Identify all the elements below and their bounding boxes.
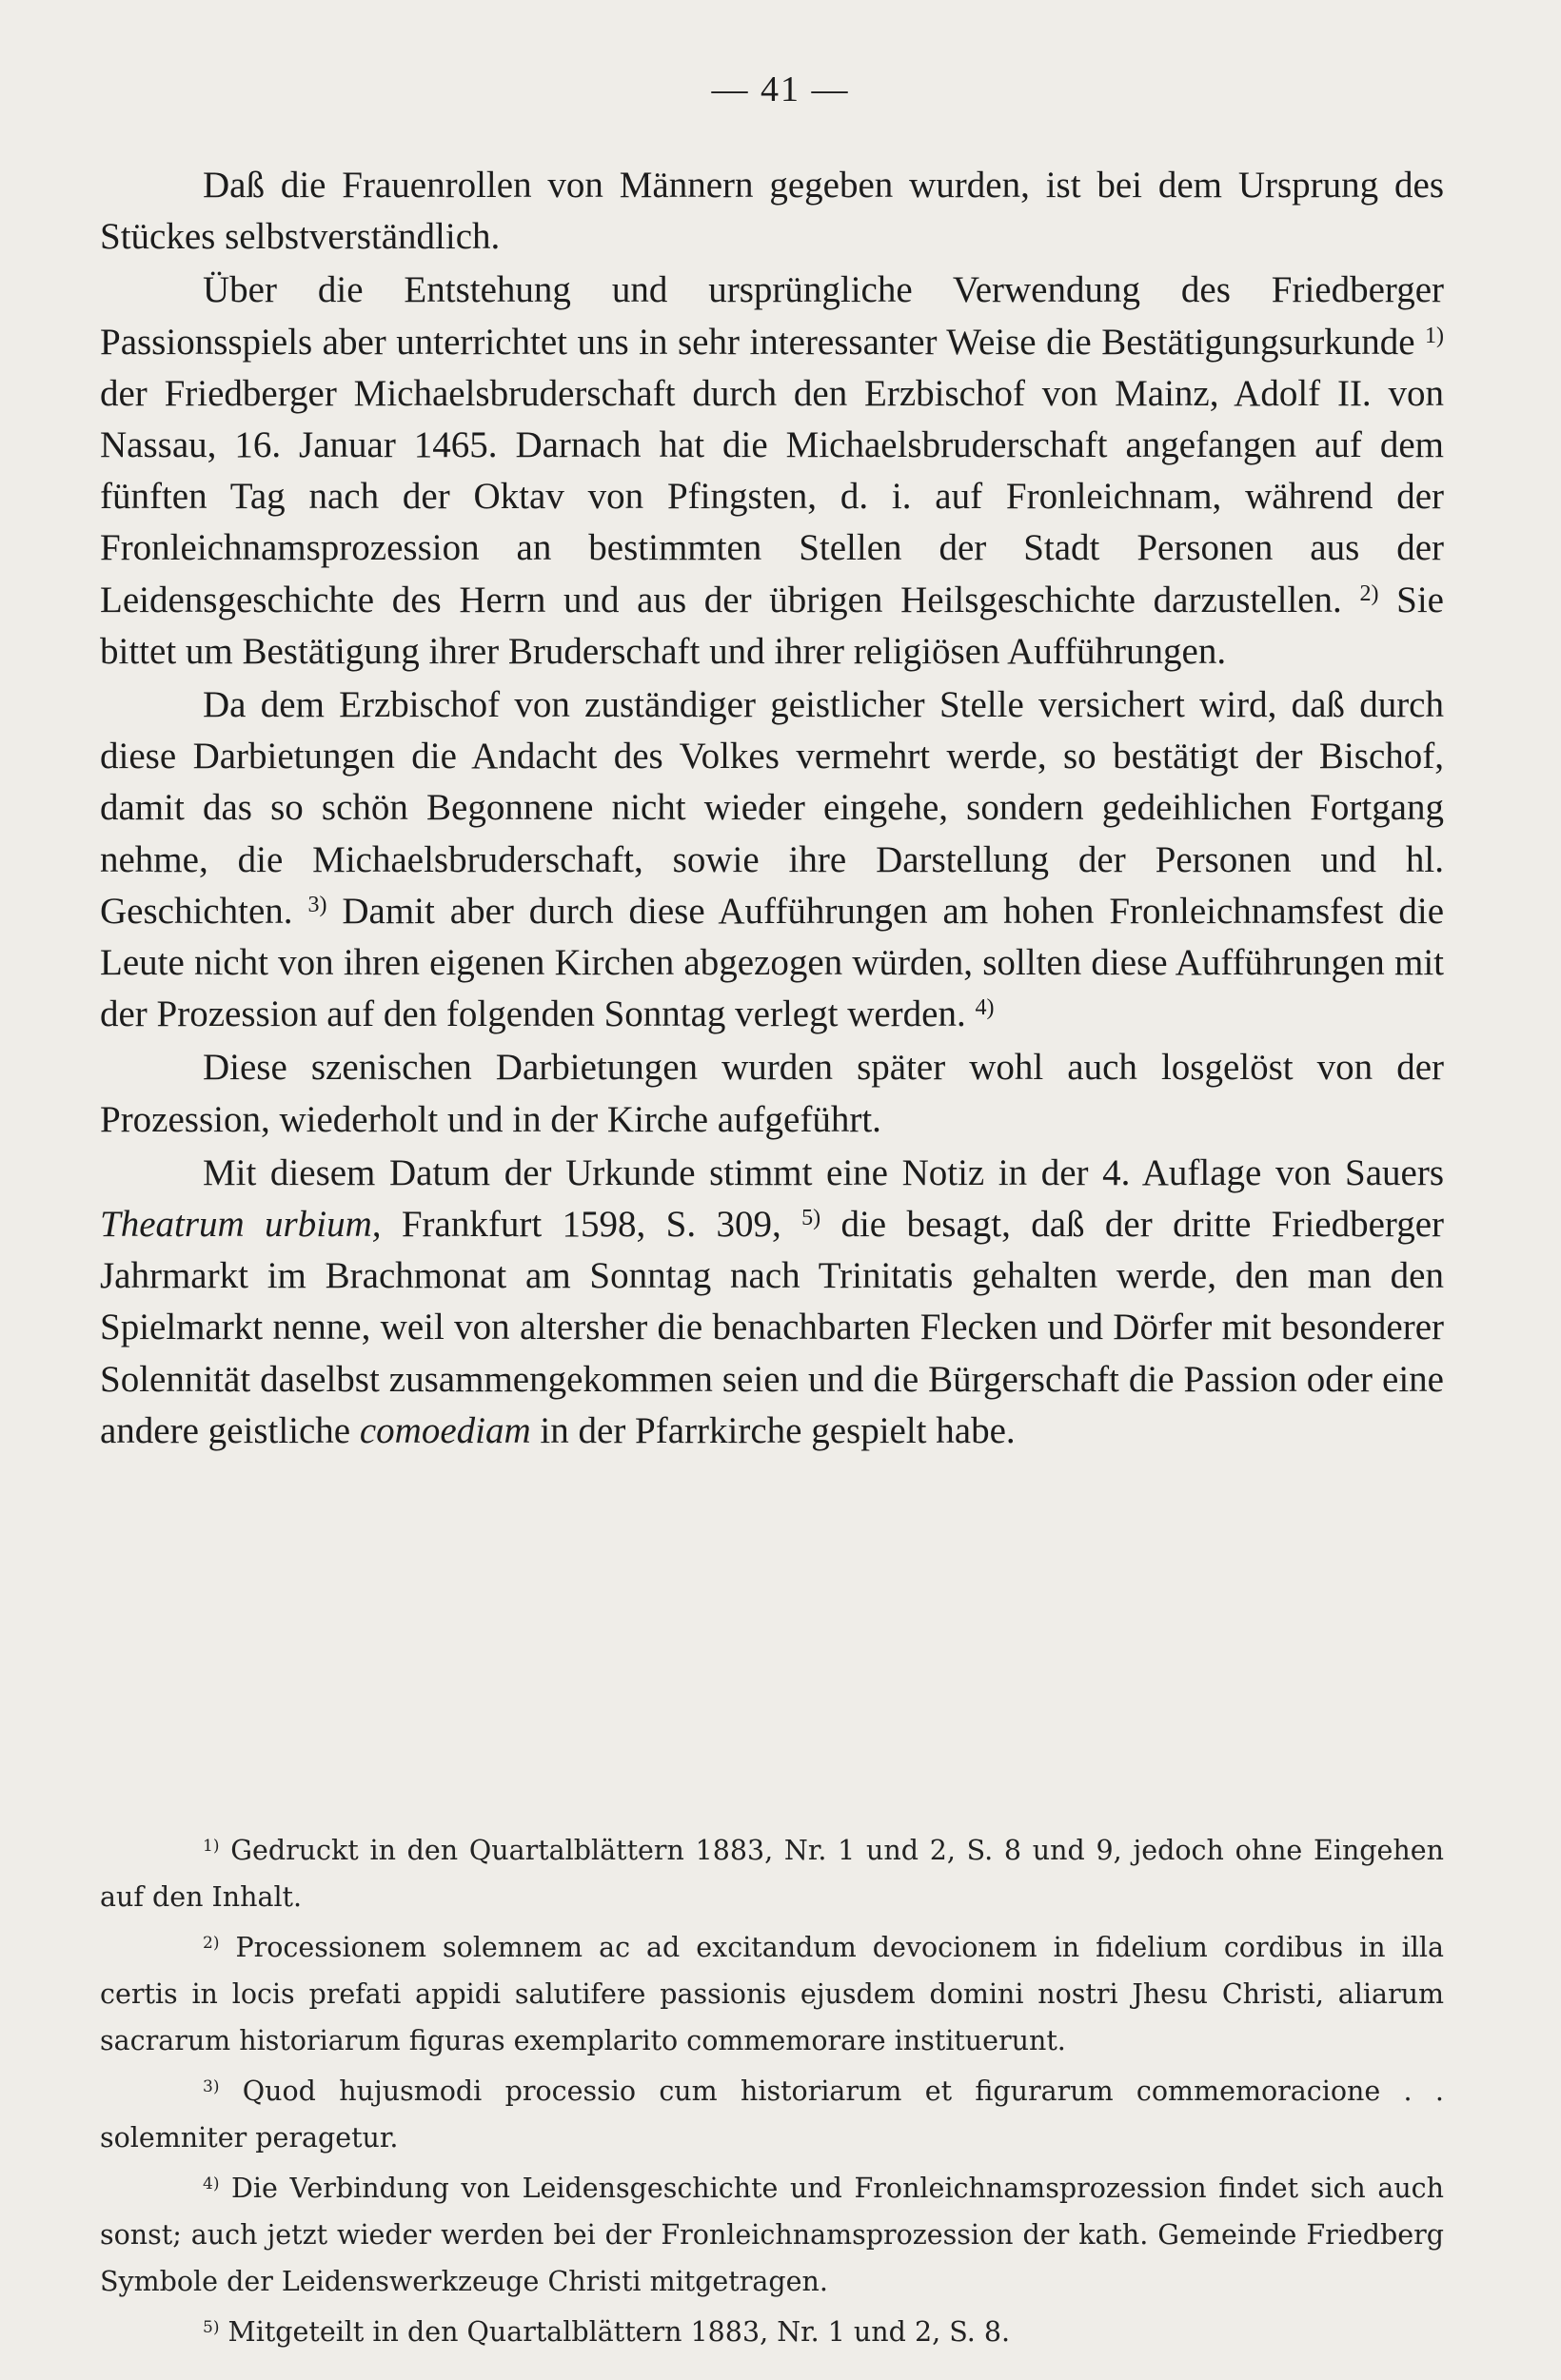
paragraph-1 — [100, 160, 1444, 263]
footnote-3-text: Quod hujusmodi processio cum historiarum et figurarum commemoracione . . solemniter peragetur. — [100, 2075, 1444, 2154]
paragraph-2-text-a: Über die Entstehung und ursprüngliche Verwendung des Friedberger Passionsspiels aber unterrichtet uns in sehr interessanter Weise die Bestätigungsurkunde — [100, 269, 1444, 363]
paragraph-2-text-b: der Friedberger Michaelsbruderschaft durch den Erzbischof von Mainz, Adolf II. von Nassau, 16. Januar 1465. Darnach hat die Michaelsbruderschaft angefangen auf dem fünften Tag nach der Oktav von Pfingsten, d. i. auf Fronleichnam, während der Fronleichnamsprozession an bestimmten Stellen der Stadt Personen aus der Leidensgeschichte des Herrn und aus der übrigen Heilsgeschichte darzustellen. — [100, 372, 1444, 620]
footnote-4-marker: 4) — [203, 2174, 220, 2193]
paragraph-3 — [100, 679, 1444, 1040]
book-title: Theatrum urbium, — [100, 1204, 382, 1246]
footnote-4-text: Die Verbindung von Leidensgeschichte und Fronleichnamsprozession findet sich auch sonst; auch jetzt wieder werden bei der Fronleichnamsprozession der kath. Gemeinde Friedberg Symbole der Leidenswerkzeuge Christi mitgetragen. — [100, 2173, 1445, 2297]
footnote-marker-2: 2) — [1359, 580, 1379, 606]
footnote-3 — [100, 2068, 1444, 2161]
comoediam-term: comoediam — [359, 1409, 531, 1451]
paragraph-5-text-c: die besagt, daß der dritte Friedberger Jahrmarkt im Brachmonat am Sonntag nach Trinitatis gehalten werde, den man den Spielmarkt nenne, weil von altersher die benachbarten Flecken und Dörfer mit besonderer Solennität daselbst zusammengekommen seien und die Bürgerschaft die Passion oder eine andere geistliche — [100, 1204, 1444, 1451]
paragraph-5-text-d: in der Pfarrkirche gespielt habe. — [540, 1409, 1016, 1451]
footnote-1-marker: 1) — [203, 1837, 220, 1856]
footnote-3-marker: 3) — [203, 2077, 220, 2096]
paragraph-5-text-b: Frankfurt 1598, S. 309, — [401, 1204, 781, 1246]
footnote-5-text: Mitgeteilt in den Quartalblättern 1883, Nr. 1 und 2, S. 8. — [227, 2316, 1011, 2348]
paragraph-5-text-a: Mit diesem Datum der Urkunde stimmt eine Notiz in der 4. Auflage von Sauers — [203, 1151, 1444, 1193]
main-text — [100, 160, 1444, 1457]
paragraph-2 — [100, 265, 1444, 678]
footnote-1-text: Gedruckt in den Quartalblättern 1883, Nr. 1 und 2, S. 8 und 9, jedoch ohne Eingehen auf den Inhalt. — [100, 1835, 1444, 1913]
page-number: — 41 — — [711, 69, 850, 109]
footnote-5-marker: 5) — [203, 2318, 220, 2337]
footnote-2-marker: 2) — [203, 1934, 220, 1953]
paragraph-4-text: Diese szenischen Darbietungen wurden später wohl auch losgelöst von der Prozession, wiederholt und in der Kirche aufgeführt. — [100, 1047, 1444, 1140]
footnote-1 — [100, 1827, 1444, 1920]
paragraph-4 — [100, 1042, 1444, 1145]
footnote-marker-4: 4) — [975, 995, 995, 1021]
footnote-2-text: Processionem solemnem ac ad excitandum devocionem in fidelium cordibus in illa certis in locis prefati appidi salutifere passionis ejusdem domini nostri Jhesu Christi, aliarum sacrarum historiarum figuras exemplarito commemorare instituerunt. — [100, 1932, 1444, 2056]
footnote-marker-5: 5) — [801, 1206, 821, 1231]
paragraph-1-text: Daß die Frauenrollen von Männern gegeben wurden, ist bei dem Ursprung des Stückes selbstverständlich. — [100, 165, 1444, 258]
footnote-marker-1: 1) — [1425, 323, 1445, 348]
paragraph-3-text-a: Da dem Erzbischof von zuständiger geistlicher Stelle versichert wird, daß durch diese Darbietungen die Andacht des Volkes vermehrt werde, so bestätigt der Bischof, damit das so schön Begonnene nicht wieder eingehe, sondern gedeihlichen Fortgang nehme, die Michaelsbruderschaft, sowie ihre Darstellung der Personen und hl. Geschichten. — [100, 684, 1444, 932]
footnote-2 — [100, 1924, 1444, 2064]
footnote-marker-3: 3) — [307, 892, 327, 917]
footnote-4 — [100, 2165, 1444, 2305]
paragraph-2-text-c: Sie bittet um Bestätigung ihrer Bruderschaft und ihrer religiösen Aufführungen. — [100, 579, 1444, 672]
footnote-5 — [100, 2309, 1444, 2355]
paragraph-3-text-b: Damit aber durch diese Aufführungen am hohen Fronleichnamsfest die Leute nicht von ihren eigenen Kirchen abgezogen würden, sollten diese Aufführungen mit der Prozession auf den folgenden Sonntag verlegt werden. — [100, 890, 1444, 1035]
footnotes — [100, 1827, 1444, 2355]
paragraph-5 — [100, 1148, 1444, 1457]
